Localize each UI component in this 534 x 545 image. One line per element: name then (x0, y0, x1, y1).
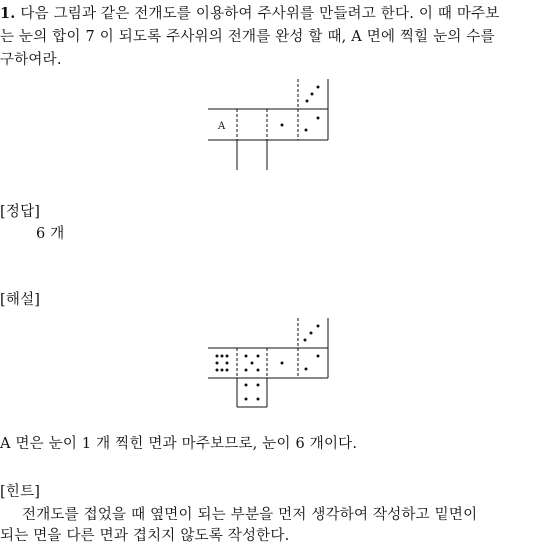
hint-line-2: 되는 면을 다른 면과 겹치지 않도록 작성한다. (0, 528, 290, 544)
answer-value: 6 개 (36, 226, 65, 242)
solution-text: A 면은 눈이 1 개 찍힌 면과 마주보므로, 눈이 6 개이다. (0, 436, 358, 452)
answer-header: [정답] (0, 204, 41, 220)
problem-line-2: 는 눈의 합이 7 이 되도록 주사위의 전개를 완성 할 때, A 면에 찍힐 눈의 수를 (0, 29, 495, 45)
hint-line-1: 전개도를 접었을 때 옆면이 되는 부분을 먼저 생각하여 작성하고 밑면이 (22, 507, 478, 523)
face-a-label: A (218, 121, 226, 132)
problem-line-3: 구하여라. (0, 52, 62, 68)
problem-text-1: 다음 그림과 같은 전개도를 이용하여 주사위를 만들려고 한다. 이 때 마주보 (20, 6, 500, 22)
hint-header: [힌트] (0, 484, 41, 500)
problem-number: 1. (0, 5, 16, 22)
solution-header: [해설] (0, 292, 41, 308)
